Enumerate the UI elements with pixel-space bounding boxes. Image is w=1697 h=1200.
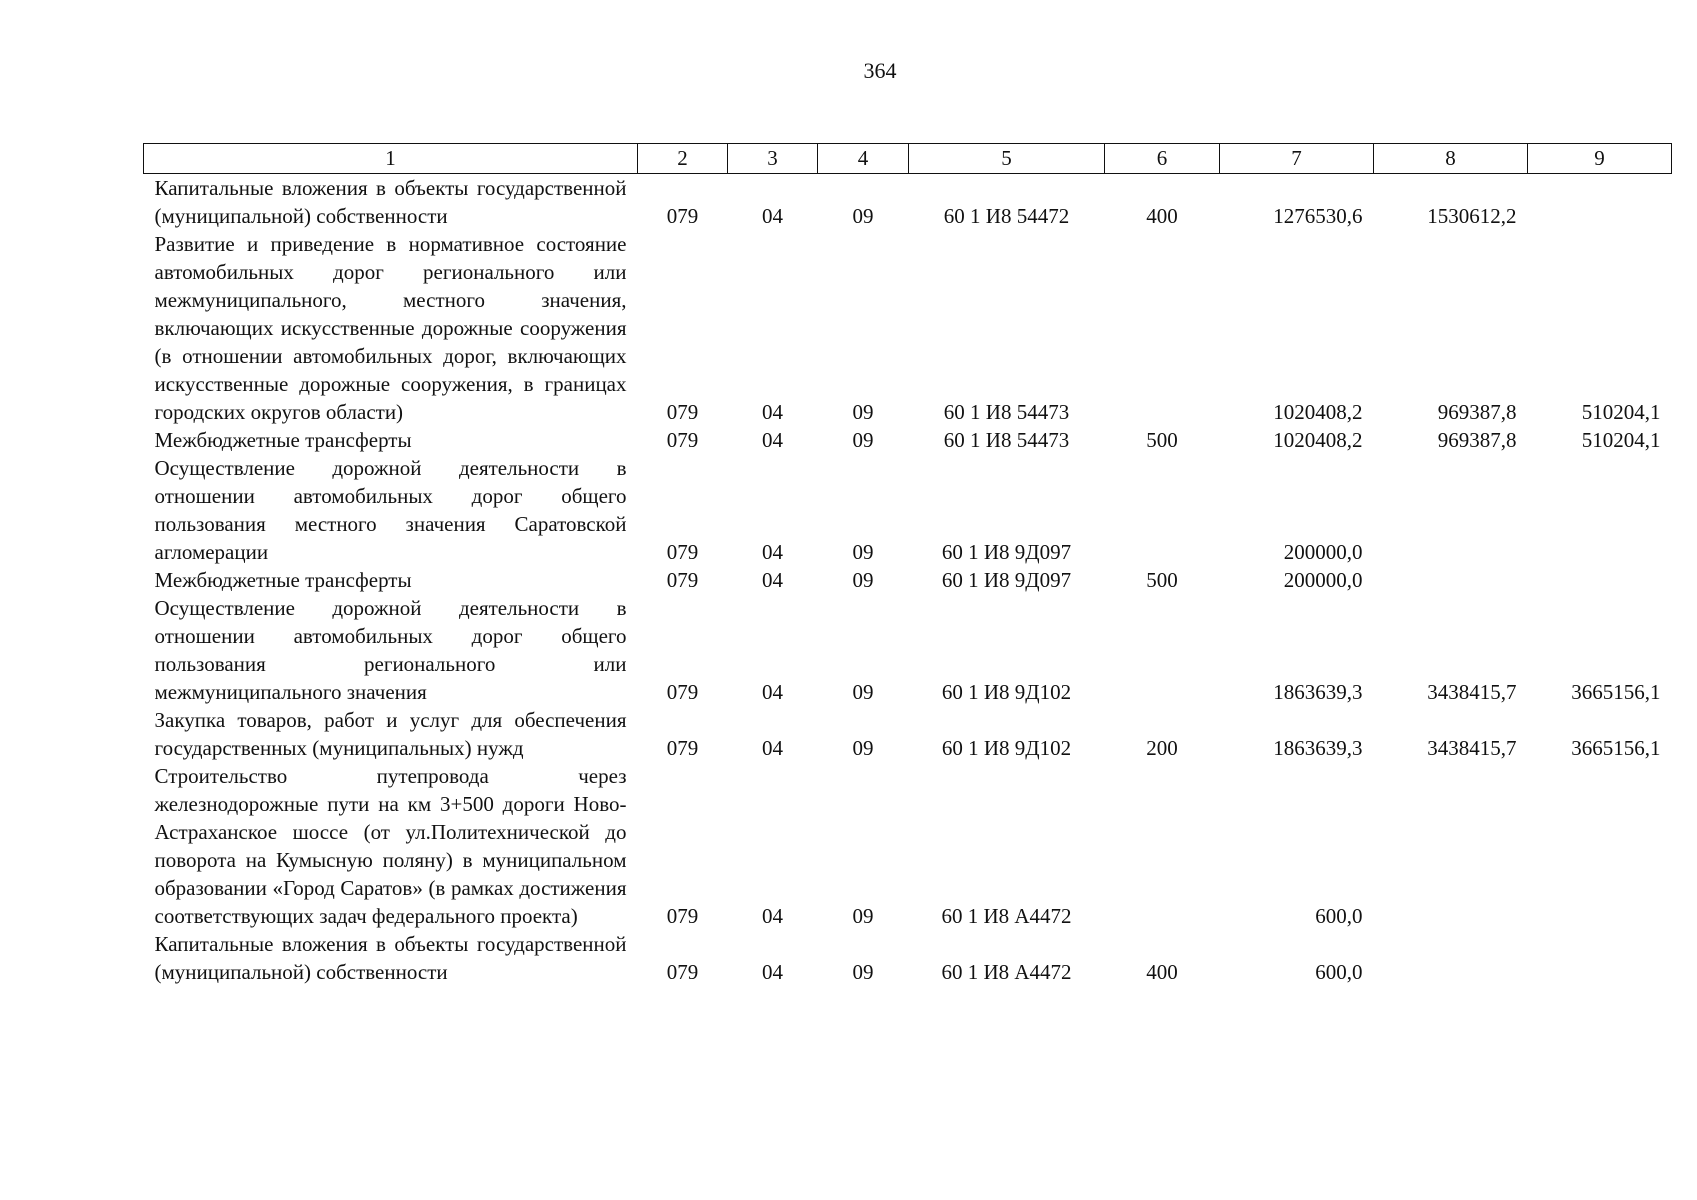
row-name-cell: Капитальные вложения в объекты государственной (муниципальной) собственности: [154, 932, 627, 984]
target-item-cell: 60 1 И8 А4472: [941, 960, 1072, 984]
ministry-code-cell: 079: [666, 204, 699, 228]
section-code-cell: 04: [762, 680, 783, 704]
column-header-9: 9: [1528, 144, 1672, 174]
subsection-code-cell: 09: [852, 904, 874, 928]
expense-type-cell: 200: [1146, 736, 1178, 760]
column-header-8: 8: [1374, 144, 1528, 174]
row-name-cell: Капитальные вложения в объекты государственной (муниципальной) собственности: [154, 176, 627, 228]
column-header-6: 6: [1105, 144, 1220, 174]
amount-col9-cell: [1528, 454, 1672, 566]
amount-col8-cell: 969387,8: [1437, 400, 1517, 424]
page-number: 364: [863, 58, 897, 83]
table-row: [144, 594, 1672, 706]
target-item-cell: 60 1 И8 54473: [943, 400, 1070, 424]
ministry-code-cell: 079: [666, 428, 699, 452]
amount-col7-cell: 1863639,3: [1273, 680, 1363, 704]
amount-col9-cell: 3665156,1: [1571, 680, 1661, 704]
ministry-code-cell: 079: [666, 540, 699, 564]
expense-type-cell: [1105, 454, 1220, 566]
section-code-cell: 04: [762, 540, 783, 564]
table-row: [144, 454, 1672, 566]
section-code-cell: 04: [762, 568, 783, 592]
table-row: [144, 230, 1672, 426]
subsection-code-cell: 09: [852, 736, 874, 760]
subsection-code-cell: 09: [852, 428, 874, 452]
ministry-code-cell: 079: [666, 680, 699, 704]
amount-col8-cell: 969387,8: [1437, 428, 1517, 452]
target-item-cell: 60 1 И8 А4472: [941, 904, 1072, 928]
column-header-1: 1: [144, 144, 638, 174]
amount-col7-cell: 200000,0: [1283, 568, 1363, 592]
row-name-cell: Развитие и приведение в нормативное состояние автомобильных дорог регионального или межмуниципального, местного значения, включающих искусственные дорожные сооружения (в отношении автомобильных дорог, включающих искусственные дорожные сооружения, в границах городских округов области): [154, 232, 627, 424]
amount-col9-cell: 3665156,1: [1571, 736, 1661, 760]
expense-type-cell: [1105, 230, 1220, 426]
expense-type-cell: 400: [1146, 960, 1178, 984]
column-header-3: 3: [728, 144, 818, 174]
column-header-4: 4: [818, 144, 909, 174]
target-item-cell: 60 1 И8 9Д102: [941, 680, 1072, 704]
amount-col8-cell: 1530612,2: [1427, 204, 1517, 228]
budget-table: [143, 143, 1672, 986]
expense-type-cell: 400: [1146, 204, 1178, 228]
target-item-cell: 60 1 И8 9Д097: [941, 540, 1072, 564]
target-item-cell: 60 1 И8 54472: [943, 204, 1070, 228]
amount-col7-cell: 1020408,2: [1273, 400, 1363, 424]
amount-col8-cell: 3438415,7: [1427, 736, 1517, 760]
table-row: [144, 426, 1672, 454]
amount-col8-cell: [1374, 930, 1528, 986]
row-name-cell: Межбюджетные трансферты: [154, 568, 412, 592]
amount-col9-cell: 510204,1: [1581, 428, 1661, 452]
section-code-cell: 04: [762, 736, 783, 760]
ministry-code-cell: 079: [666, 736, 699, 760]
table-row: [144, 930, 1672, 986]
subsection-code-cell: 09: [852, 960, 874, 984]
amount-col8-cell: [1374, 454, 1528, 566]
amount-col7-cell: 600,0: [1315, 904, 1363, 928]
amount-col7-cell: 1020408,2: [1273, 428, 1363, 452]
row-name-cell: Строительство путепровода через железнодорожные пути на км 3+500 дороги Ново-Астраханское шоссе (от ул.Политехнической до поворота на Кумысную поляну) в муниципальном образовании «Город Саратов» (в рамках достижения соответствующих задач федерального проекта): [154, 764, 627, 928]
table-row: [144, 566, 1672, 594]
subsection-code-cell: 09: [852, 400, 874, 424]
amount-col9-cell: [1528, 566, 1672, 594]
subsection-code-cell: 09: [852, 204, 874, 228]
target-item-cell: 60 1 И8 54473: [943, 428, 1070, 452]
table-row: [144, 706, 1672, 762]
section-code-cell: 04: [762, 204, 783, 228]
expense-type-cell: 500: [1146, 568, 1178, 592]
ministry-code-cell: 079: [666, 400, 699, 424]
subsection-code-cell: 09: [852, 680, 874, 704]
column-header-7: 7: [1220, 144, 1374, 174]
header-row: [144, 144, 1672, 174]
table-row: [144, 762, 1672, 930]
section-code-cell: 04: [762, 904, 783, 928]
expense-type-cell: [1105, 762, 1220, 930]
row-name-cell: Межбюджетные трансферты: [154, 428, 412, 452]
ministry-code-cell: 079: [666, 568, 699, 592]
expense-type-cell: [1105, 594, 1220, 706]
amount-col9-cell: [1528, 174, 1672, 231]
amount-col7-cell: 200000,0: [1283, 540, 1363, 564]
amount-col7-cell: 600,0: [1315, 960, 1363, 984]
row-name-cell: Осуществление дорожной деятельности в отношении автомобильных дорог общего пользования регионального или межмуниципального значения: [154, 596, 627, 704]
subsection-code-cell: 09: [852, 568, 874, 592]
ministry-code-cell: 079: [666, 960, 699, 984]
amount-col8-cell: 3438415,7: [1427, 680, 1517, 704]
section-code-cell: 04: [762, 428, 783, 452]
row-name-cell: Закупка товаров, работ и услуг для обеспечения государственных (муниципальных) нужд: [154, 708, 627, 760]
expense-type-cell: 500: [1146, 428, 1178, 452]
section-code-cell: 04: [762, 960, 783, 984]
target-item-cell: 60 1 И8 9Д102: [941, 736, 1072, 760]
ministry-code-cell: 079: [666, 904, 699, 928]
amount-col9-cell: [1528, 762, 1672, 930]
subsection-code-cell: 09: [852, 540, 874, 564]
amount-col9-cell: 510204,1: [1581, 400, 1661, 424]
row-name-cell: Осуществление дорожной деятельности в отношении автомобильных дорог общего пользования местного значения Саратовской агломерации: [154, 456, 627, 564]
amount-col7-cell: 1276530,6: [1273, 204, 1363, 228]
section-code-cell: 04: [762, 400, 783, 424]
amount-col8-cell: [1374, 762, 1528, 930]
amount-col7-cell: 1863639,3: [1273, 736, 1363, 760]
amount-col8-cell: [1374, 566, 1528, 594]
column-header-5: 5: [909, 144, 1105, 174]
target-item-cell: 60 1 И8 9Д097: [941, 568, 1072, 592]
column-header-2: 2: [638, 144, 728, 174]
amount-col9-cell: [1528, 930, 1672, 986]
table-row: [144, 174, 1672, 231]
